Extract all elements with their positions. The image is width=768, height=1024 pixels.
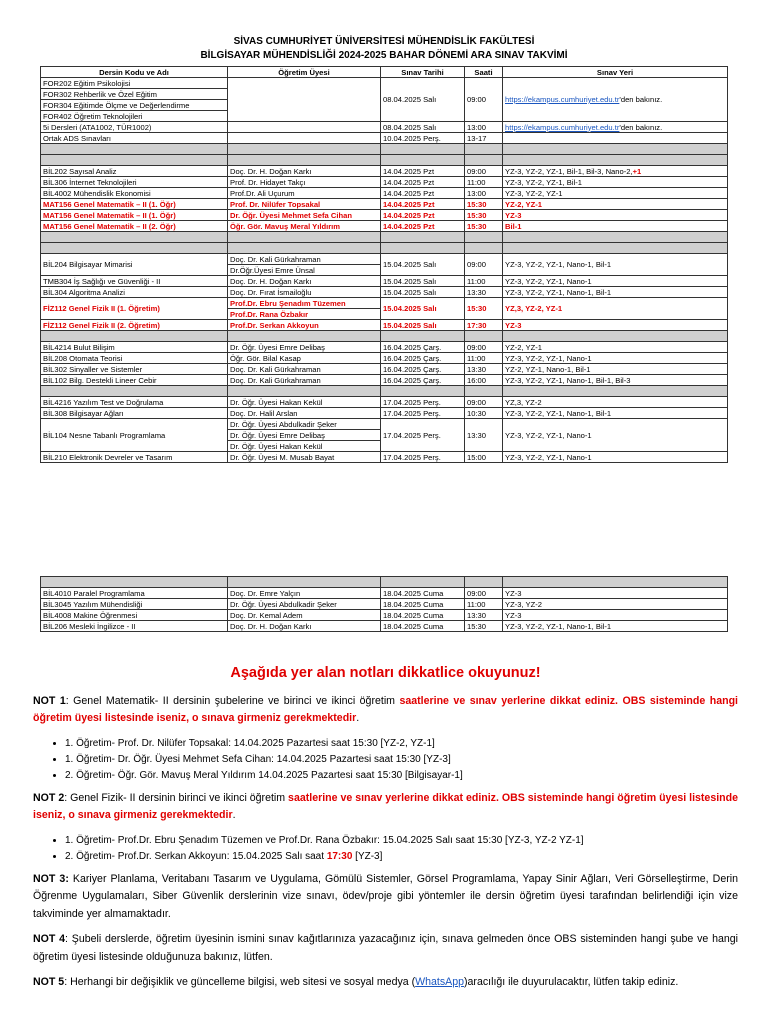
table-row-highlighted: MAT156 Genel Matematik – II (2. Öğr) Öğr. Gör. Mavuş Meral Yıldırım 14.04.2025 Pzt 15:30 Bil-1 [41, 221, 728, 232]
table-row-highlighted: MAT156 Genel Matematik – II (1. Öğr) Prof. Dr. Nilüfer Topsakal 14.04.2025 Pzt 15:30 YZ-2, YZ-1 [41, 199, 728, 210]
note-3: NOT 3: Kariyer Planlama, Veritabanı Tasarım ve Uygulama, Gömülü Sistemler, Görsel Programlama, Yapay Sinir Ağları, Veri Görselleştirme, Derin Öğrenme Uygulamaları, Siber Güvenlik derslerinin vize sınavı, ödev/proje gibi yöntemler ile dersin öğretim üyesi tarafından belirlendiği için vize takviminde yer almamaktadır. [33, 872, 738, 920]
notes-title: Aşağıda yer alan notları dikkatlice okuyunuz! [230, 665, 541, 681]
table-row: BİL302 Sinyaller ve Sistemler Doç. Dr. Kali Gürkahraman 16.04.2025 Çarş. 13:30 YZ-2, YZ-1, Nano-1, Bil-1 [41, 364, 728, 375]
table-row-highlighted: MAT156 Genel Matematik – II (1. Öğr) Dr. Öğr. Üyesi Mehmet Sefa Cihan 14.04.2025 Pzt 15:30 YZ-3 [41, 210, 728, 221]
list-item: • 1. Öğretim- Dr. Öğr. Üyesi Mehmet Sefa Cihan: 14.04.2025 Pazartesi saat 15:30 [YZ-3] [65, 752, 738, 768]
table-row: BİL4010 Paralel Programlama Doç. Dr. Emre Yalçın 18.04.2025 Cuma 09:00 YZ-3 [41, 588, 728, 599]
note-2: NOT 2: Genel Fizik- II dersinin birinci ve ikinci öğretim saatlerine ve sınav yerlerine dikkat ediniz. OBS sisteminde hangi öğretim üyesi listesinde iseniz, o sınava girmeniz gerekmektedir. [33, 791, 738, 821]
table-row: BİL202 Sayısal Analiz Doç. Dr. H. Doğan Karkı 14.04.2025 Pzt 09:00 YZ-3, YZ-2, YZ-1, Bil-1, Bil-3, Nano-2,+1 [41, 166, 728, 177]
separator-row [41, 155, 728, 166]
table-row: Dr.Öğr.Üyesi Emre Ünsal [41, 265, 728, 276]
note-2-list [33, 833, 738, 865]
table-row: BİL4002 Mühendislik Ekonomisi Prof.Dr. Ali Uçurum 14.04.2025 Pzt 13:00 YZ-3, YZ-2, YZ-1 [41, 188, 728, 199]
column-header: Öğretim Üyesi [228, 67, 381, 78]
note-1-list [33, 736, 738, 784]
table-row [41, 122, 728, 133]
separator-row [41, 331, 728, 342]
table-header-row [41, 67, 728, 78]
note-4: NOT 4: Şubeli derslerde, öğretim üyesinin ismini sınav kağıtlarınıza yazacağınız için, sınava gelmeden önce OBS sisteminden hangi şube ve hangi öğretim üyesi listesinde olduğunuza bakınız, lütfen. [33, 933, 738, 963]
table-row: BİL4214 Bulut Bilişim Dr. Öğr. Üyesi Emre Delibaş 16.04.2025 Çarş. 09:00 YZ-2, YZ-1 [41, 342, 728, 353]
table-row: BİL206 Mesleki İngilizce - II Doç. Dr. H. Doğan Karkı 18.04.2025 Cuma 15:30 YZ-3, YZ-2, YZ-1, Nano-1, Bil-1 [41, 621, 728, 632]
table-row: BİL102 Bilg. Destekli Lineer Cebir Doç. Dr. Kali Gürkahraman 16.04.2025 Çarş. 16:00 YZ-3, YZ-2, YZ-1, Nano-1, Bil-1, Bil-3 [41, 375, 728, 386]
separator-row [41, 386, 728, 397]
time-cell: 13:00 [465, 122, 503, 133]
ekampus-link[interactable]: https://ekampus.cumhuriyet.edu.tr [505, 95, 620, 104]
table-row: BİL208 Otomata Teorisi Öğr. Gör. Bilal Kasap 16.04.2025 Çarş. 11:00 YZ-3, YZ-2, YZ-1, Nano-1 [41, 353, 728, 364]
table-row: BİL304 Algoritma Analizi Doç. Dr. Fırat İsmailoğlu 15.04.2025 Salı 13:30 YZ-3, YZ-2, YZ-1, Nano-1, Bil-1 [41, 287, 728, 298]
course-cell: FOR402 Öğretim Teknolojileri [41, 111, 228, 122]
table-row: BİL4008 Makine Öğrenmesi Doç. Dr. Kemal Adem 18.04.2025 Cuma 13:30 YZ-3 [41, 610, 728, 621]
note-5: NOT 5: Herhangi bir değişiklik ve güncelleme bilgisi, web sitesi ve sosyal medya (WhatsApp)aracılığı ile duyurulacaktır, lütfen takip ediniz. [33, 976, 679, 988]
table-row-highlighted: FİZ112 Genel Fizik II (2. Öğretim) Prof.Dr. Serkan Akkoyun 15.04.2025 Salı 17:30 YZ-3 [41, 320, 728, 331]
table-row-highlighted: Prof.Dr. Rana Özbakır [41, 309, 728, 320]
course-cell: Ortak ADS Sınavları [41, 133, 228, 144]
exam-schedule-table [40, 66, 728, 463]
list-item: • 1. Öğretim- Prof.Dr. Ebru Şenadım Tüzemen ve Prof.Dr. Rana Özbakır: 15.04.2025 Salı saat 15:30 [YZ-3, YZ-2 YZ-1] [65, 833, 738, 849]
table-row: Dr. Öğr. Üyesi Hakan Kekül [41, 441, 728, 452]
notes-section [33, 665, 738, 1000]
table-row: BİL204 Bilgisayar Mimarisi Doç. Dr. Kali Gürkahraman 15.04.2025 Salı 09:00 YZ-3, YZ-2, YZ-1, Nano-1, Bil-1 [41, 254, 728, 265]
separator-row [41, 144, 728, 155]
table-row: BİL210 Elektronik Devreler ve Tasarım Dr. Öğr. Üyesi M. Musab Bayat 17.04.2025 Perş. 15:00 YZ-3, YZ-2, YZ-1, Nano-1 [41, 452, 728, 463]
column-header: Dersin Kodu ve Adı [41, 67, 228, 78]
exam-schedule-table-friday [40, 576, 728, 632]
list-item: • 2. Öğretim- Prof.Dr. Serkan Akkoyun: 15.04.2025 Salı saat 17:30 [YZ-3] [65, 849, 738, 865]
course-cell: FOR302 Rehberlik ve Özel Eğitim [41, 89, 228, 100]
date-cell: 10.04.2025 Perş. [381, 133, 465, 144]
column-header: Sınav Tarihi [381, 67, 465, 78]
course-cell: FOR202 Eğitim Psikolojisi [41, 78, 228, 89]
table-row: BİL3045 Yazılım Mühendisliği Dr. Öğr. Üyesi Abdulkadir Şeker 18.04.2025 Cuma 11:00 YZ-3, YZ-2 [41, 599, 728, 610]
whatsapp-link[interactable]: WhatsApp [415, 976, 465, 988]
separator-row [41, 243, 728, 254]
time-cell: 09:00 [465, 78, 503, 122]
table-row: BİL4216 Yazılım Test ve Doğrulama Dr. Öğr. Üyesi Hakan Kekül 17.04.2025 Perş. 09:00 YZ,3, YZ-2 [41, 397, 728, 408]
date-cell: 08.04.2025 Salı [381, 122, 465, 133]
table-row: BİL308 Bilgisayar Ağları Doç. Dr. Halil Arslan 17.04.2025 Perş. 10:30 YZ-3, YZ-2, YZ-1, Nano-1, Bil-1 [41, 408, 728, 419]
table-row: BİL104 Nesne Tabanlı Programlama Dr. Öğr. Üyesi Abdulkadir Şeker 17.04.2025 Perş. 13:30 YZ-3, YZ-2, YZ-1, Nano-1 [41, 419, 728, 430]
ekampus-link[interactable]: https://ekampus.cumhuriyet.edu.tr [505, 122, 620, 132]
table-row-highlighted: FİZ112 Genel Fizik II (1. Öğretim) Prof.Dr. Ebru Şenadım Tüzemen 15.04.2025 Salı 15:30 YZ,3, YZ-2, YZ-1 [41, 298, 728, 309]
table-row [41, 78, 728, 89]
time-cell: 13-17 [465, 133, 503, 144]
note-1: NOT 1: Genel Matematik- II dersinin şubelerine ve birinci ve ikinci öğretim saatlerine ve sınav yerlerine dikkat ediniz. OBS sisteminde hangi öğretim üyesi listesinde iseniz, o sınava girmeniz gerekmektedir. [33, 694, 739, 724]
column-header: Saati [465, 67, 503, 78]
document-title: SİVAS CUMHURİYET ÜNİVERSİTESİ MÜHENDİSLİK FAKÜLTESİ [233, 36, 535, 47]
place-cell: https://ekampus.cumhuriyet.edu.tr'den bakınız. [503, 78, 728, 122]
list-item: • 1. Öğretim- Prof. Dr. Nilüfer Topsakal: 14.04.2025 Pazartesi saat 15:30 [YZ-2, YZ-1] [65, 736, 738, 752]
table-row [41, 133, 728, 144]
course-cell: 5i Dersleri (ATA1002, TÜR1002) [41, 122, 228, 133]
date-cell: 08.04.2025 Salı [381, 78, 465, 122]
course-cell: FOR304 Eğitimde Ölçme ve Değerlendirme [41, 100, 228, 111]
separator-row [41, 577, 728, 588]
separator-row [41, 232, 728, 243]
list-item: • 2. Öğretim- Öğr. Gör. Mavuş Meral Yıldırım 14.04.2025 Pazartesi saat 15:30 [Bilgisayar-1] [65, 768, 738, 784]
table-row: TMB304 İş Sağlığı ve Güvenliği - II Doç. Dr. H. Doğan Karkı 15.04.2025 Salı 11:00 YZ-3, YZ-2, YZ-1, Nano-1 [41, 276, 728, 287]
table-row: BİL306 İnternet Teknolojileri Prof. Dr. Hidayet Takçı 14.04.2025 Pzt 11:00 YZ-3, YZ-2, YZ-1, Bil-1 [41, 177, 728, 188]
place-cell: https://ekampus.cumhuriyet.edu.tr'den bakınız. [503, 122, 728, 133]
document-subtitle: BİLGİSAYAR MÜHENDİSLİĞİ 2024-2025 BAHAR DÖNEMİ ARA SINAV TAKVİMİ [200, 50, 568, 61]
column-header: Sınav Yeri [503, 67, 728, 78]
table-row: Dr. Öğr. Üyesi Emre Delibaş [41, 430, 728, 441]
